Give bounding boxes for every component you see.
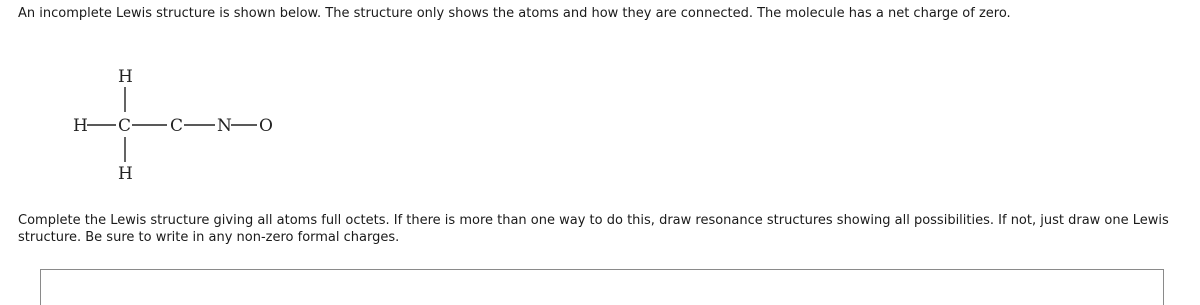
lewis-structure-diagram — [60, 60, 300, 185]
atom-h-top: H — [118, 67, 133, 87]
answer-drawing-area[interactable] — [40, 269, 1164, 305]
atom-h-bottom: H — [118, 164, 133, 184]
atom-c2: C — [170, 116, 184, 136]
question-prompt: An incomplete Lewis structure is shown below. The structure only shows the atoms and how they are connected. The molecule has a net charge of zero. — [18, 6, 1011, 21]
atom-n: N — [217, 116, 232, 136]
atom-c1: C — [118, 116, 132, 136]
atom-o: O — [259, 116, 273, 136]
question-instructions: Complete the Lewis structure giving all atoms full octets. If there is more than one way to do this, draw resonance structures showing all possibilities. If not, just draw one Lewis structure. Be sure to write in any non-zero formal charges. — [18, 213, 1169, 245]
atom-h-left: H — [73, 116, 88, 136]
